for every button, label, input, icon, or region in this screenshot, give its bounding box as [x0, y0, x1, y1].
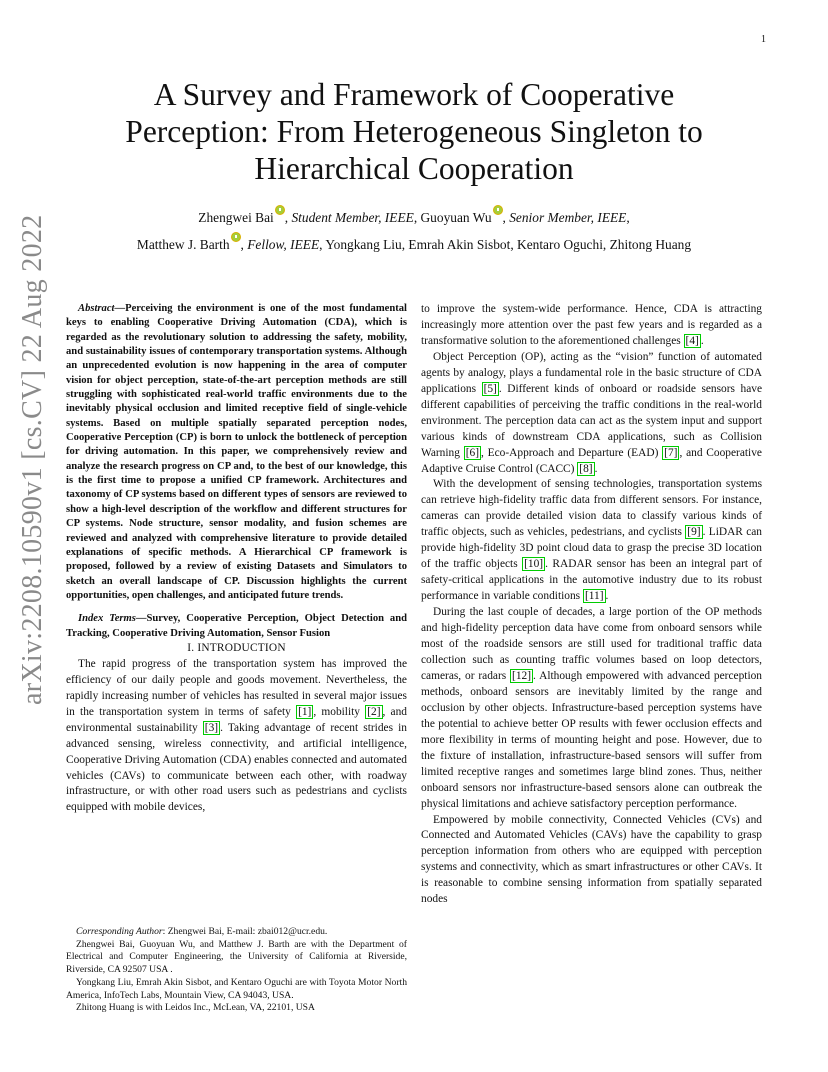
footnotes: [66, 926, 407, 1015]
page-number: 1: [761, 34, 766, 45]
footnote: Yongkang Liu, Emrah Akin Sisbot, and Kentaro Oguchi are with Toyota Motor North America, InfoTech Labs, Mountain View, CA 94043, USA.: [66, 976, 407, 1001]
citation-link[interactable]: [5]: [483, 382, 497, 395]
abstract-label: Abstract: [78, 303, 115, 314]
body-paragraph: During the last couple of decades, a large portion of the OP methods and high-fidelity perception data have come from onboard sensors while most of the roadside sensors are still used for traditional traffic data collection such as counting traffic volumes based on loop detectors, cameras, or radars [12] . Although empowered with advanced perception methods, onboard sensors are inevitably limited by the range and occlusion by other objects. Infrastructure-based perception systems have the potential to achieve better OP results with fewer occlusion effects and more flexibility in terms of mounting height and pose. However, due to the fixture of installation, infrastructure-based sensors will suffer from limited receptive ranges and sometimes large blind zones. Thus, neither onboard sensors nor infrastructure-based sensors alone can outbreak the physical limitations and achieve satisfactory perception performance.: [421, 606, 763, 810]
orcid-icon[interactable]: [275, 205, 285, 215]
author-name: Matthew J. Barth: [136, 237, 230, 252]
author-name: Guoyuan Wu: [420, 210, 492, 225]
body-paragraph: With the development of sensing technologies, transportation systems can retrieve high-fidelity traffic data from different sensors. For instance, cameras can provide detailed vision data to classify various kinds of traffic objects, such as vehicles, pedestrians, and cyclists [9] . LiDAR can provide high-fidelity 3D point cloud data to grasp the precise 3D location of the traffic objects [10] . RADAR sensor has been an integral part of safety-critical applications in the automotive industry due to its robust performance in variable conditions [11] .: [421, 478, 762, 603]
body-paragraph: Object Perception (OP), acting as the “vision” function of automated agents by analogy, plays a fundamental role in the basic structure of CDA applications [5] . Different kinds of onboard or roadside sensors have different capabilities of perceiving the traffic conditions in the real-world environment. The perception data can act as the system input and support various kinds of downstream CDA applications, such as Collision Warning [6] , Eco-Approach and Departure (EAD) [7] , and Cooperative Adaptive Cruise Control (CACC) [8] .: [421, 350, 762, 475]
index-terms: [66, 612, 407, 641]
index-terms-text: —Survey, Cooperative Perception, Object Detection and Tracking, Cooperative Driving Automation, Sensor Fusion: [66, 613, 407, 639]
orcid-icon[interactable]: [231, 232, 241, 242]
body-paragraph: Empowered by mobile connectivity, Connected Vehicles (CVs) and Connected and Automated Vehicles (CAVs) have the capability to grasp perception information from others who are equipped with perception systems and connectivity, which as smart infrastructures or other CAVs. It is reasonable to combine sensing information from spatially separated nodes: [421, 813, 762, 906]
index-terms-label: Index Terms: [78, 613, 136, 625]
citation-link[interactable]: [4]: [685, 334, 699, 347]
abstract: [66, 302, 407, 603]
citation-link[interactable]: [7]: [664, 446, 678, 459]
citation-link[interactable]: [6]: [465, 446, 480, 459]
citation-link[interactable]: [3]: [204, 721, 219, 734]
citation-link[interactable]: [11]: [584, 590, 604, 603]
author-list: Zhengwei Bai , Student Member, IEEE, Guoyuan Wu , Senior Member, IEEE, Matthew J. Barth , Fellow, IEEE, Yongkang Liu, Emrah Akin Sisbot, Kentaro Oguchi, Zhitong Huang: [60, 204, 768, 258]
author-role: Student Member, IEEE: [291, 210, 414, 225]
left-column: [66, 302, 407, 816]
footnote: Zhitong Huang is with Leidos Inc., McLean, VA, 22101, USA: [76, 1002, 315, 1014]
citation-link[interactable]: [8]: [579, 462, 593, 475]
citation-link[interactable]: [2]: [367, 705, 381, 718]
footnote: Corresponding Author: Zhengwei Bai, E-mail: zbai012@ucr.edu.: [76, 926, 328, 937]
abstract-text: —Perceiving the environment is one of the most fundamental keys to enabling Cooperative Driving Automation (CDA), which is regarded as the revolutionary solution to addressing the safety, mobility, and sustainability issues of contemporary transportation systems. Although an unprecedented evolution is now happening in the area of computer vision for object perception, state-of-the-art perception methods are still struggling with sophisticated real-world traffic environments due to the inevitably physical occlusion and limited receptive field of single-vehicle systems. Based on multiple spatially separated perception nodes, Cooperative Perception (CP) is born to unlock the bottleneck of perception for driving automation. In this paper, we comprehensively review and analyze the research progress on CP and, to the best of our knowledge, this is the first time to propose a unified CP framework. Architectures and taxonomy of CP systems based on different types of sensors are reviewed to show a high-level description of the workflow and different structures for CP systems. Node structure, sensor modality, and fusion schemes are reviewed and analyzed with comprehensive literature to provide detailed explanations of specific methods. A Hierarchical CP framework is proposed, followed by a review of existing Datasets and Simulators to sketch an overall landscape of CP. Discussion highlights the current opportunities, open challenges, and anticipated future trends.: [66, 303, 407, 601]
paper-title: A Survey and Framework of Cooperative Perception: From Heterogeneous Singleton to Hierarchical Cooperation: [125, 77, 703, 186]
author-role: Senior Member, IEEE: [509, 210, 627, 225]
arxiv-stamp: arXiv:2208.10590v1 [cs.CV] 22 Aug 2022: [17, 214, 48, 705]
footnote: Zhengwei Bai, Guoyuan Wu, and Matthew J. Barth are with the Department of Electrical and Computer Engineering, the University of California at Riverside, Riverside, CA 92507 USA .: [66, 938, 407, 976]
section-heading-introduction: I. INTRODUCTION: [187, 641, 286, 654]
citation-link[interactable]: [12]: [512, 669, 532, 682]
author-names-rest: , Yongkang Liu, Emrah Akin Sisbot, Kentaro Oguchi, Zhitong Huang: [319, 237, 692, 252]
citation-link[interactable]: [1]: [298, 705, 312, 718]
orcid-icon[interactable]: [493, 205, 503, 215]
body-paragraph: to improve the system-wide performance. Hence, CDA is attracting increasingly more attention over the past few years and is regarded as a transformative solution to the aforementioned challenges [4] .: [421, 303, 762, 347]
citation-link[interactable]: [9]: [687, 526, 701, 539]
author-role: Fellow, IEEE: [247, 237, 320, 252]
intro-paragraph: The rapid progress of the transportation system has improved the efficiency of our daily people and goods movement. Nevertheless, the rapidly increasing number of vehicles has resulted in several major issues in the transportation system in terms of safety [1] , mobility [2] , and environmental sustainability [3] . Taking advantage of recent strides in advanced sensing, wireless connectivity, and artificial intelligence, Cooperative Driving Automation (CDA) enables connected and automated vehicles (CAVs) to communicate between each other, with roadway infrastructure, or with other road users such as pedestrians and cyclists equipped with mobile devices,: [66, 657, 407, 814]
right-column: [421, 302, 762, 908]
author-name: Zhengwei Bai: [198, 210, 274, 225]
citation-link[interactable]: [10]: [524, 558, 544, 571]
